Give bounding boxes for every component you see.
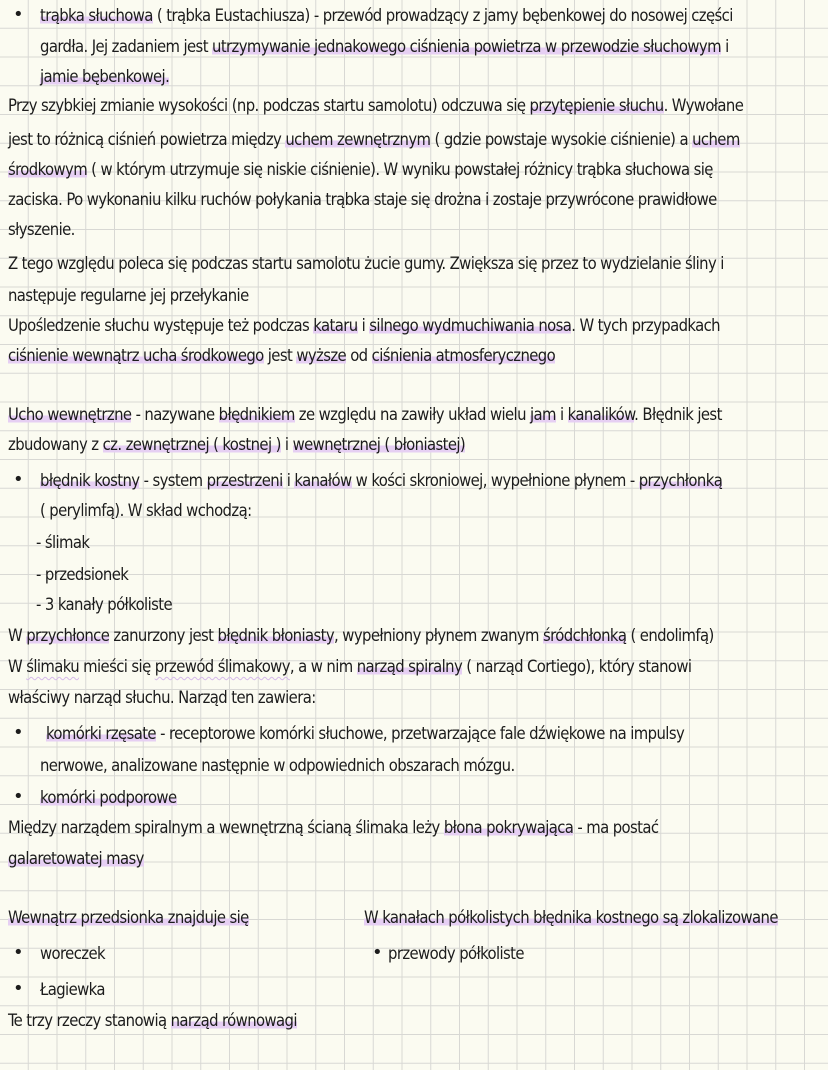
text-line: słyszenie. xyxy=(8,220,75,239)
text-line: zaciska. Po wykonaniu kilku ruchów połykania trąbka staje się drożna i zostaje przywrócone prawidłowe xyxy=(8,190,717,209)
list-item: Łagiewka xyxy=(40,980,105,999)
bullet-icon: • xyxy=(13,942,24,963)
left-column-heading: Wewnątrz przedsionka znajduje się xyxy=(8,908,249,927)
text-line: Między narządem spiralnym a wewnętrzną ścianą ślimaka leży błona pokrywająca - ma postać xyxy=(8,818,659,837)
text-line: Przy szybkiej zmianie wysokości (np. podczas startu samolotu) odczuwa się przytępienie słuchu. Wywołane xyxy=(8,96,744,115)
text-line: trąbka słuchowa ( trąbka Eustachiusza) - przewód prowadzący z jamy bębenkowej do nosowej części xyxy=(40,6,733,25)
text-line: następuje regularne jej przełykanie xyxy=(8,286,249,305)
bullet-icon: • xyxy=(372,942,383,963)
text-line: Upośledzenie słuchu występuje też podczas kataru i silnego wydmuchiwania nosa. W tych przypadkach xyxy=(8,316,720,335)
text-line: ( perylimfą). W skład wchodzą: xyxy=(40,501,252,520)
list-item: komórki rzęsate - receptorowe komórki słuchowe, przetwarzające fale dźwiękowe na impulsy xyxy=(46,724,685,743)
list-item: komórki podporowe xyxy=(40,788,177,807)
list-item: - 3 kanały półkoliste xyxy=(36,595,172,614)
text-line: nerwowe, analizowane następnie w odpowiednich obszarach mózgu. xyxy=(40,756,515,775)
text-line: ciśnienie wewnątrz ucha środkowego jest wyższe od ciśnienia atmosferycznego xyxy=(8,346,556,365)
bullet-icon: • xyxy=(13,786,24,807)
text-line: Z tego względu poleca się podczas startu samolotu żucie gumy. Zwiększa się przez to wydzielanie śliny i xyxy=(8,254,724,273)
right-column-heading: W kanałach półkolistych błędnika kostnego są zlokalizowane xyxy=(364,908,778,927)
list-item: - przedsionek xyxy=(36,565,129,584)
text-line: Te trzy rzeczy stanowią narząd równowagi xyxy=(8,1011,297,1030)
text-line: gardła. Jej zadaniem jest utrzymywanie jednakowego ciśnienia powietrza w przewodzie słuchowym i xyxy=(40,37,729,56)
text-line: zbudowany z cz. zewnętrznej ( kostnej ) i wewnętrznej ( błoniastej) xyxy=(8,435,466,454)
bullet-icon: • xyxy=(13,4,24,25)
text-line: właściwy narząd słuchu. Narząd ten zawiera: xyxy=(8,688,316,707)
text-line: środkowym ( w którym utrzymuje się niskie ciśnienie). W wyniku powstałej różnicy trąbka słuchowa się xyxy=(8,160,713,179)
list-item: - ślimak xyxy=(36,533,90,552)
text-line: galaretowatej masy xyxy=(8,849,144,868)
text-line: W ślimaku mieści się przewód ślimakowy, a w nim narząd spiralny ( narząd Cortiego), który stanowi xyxy=(8,657,692,676)
text-line: W przychłonce zanurzony jest błędnik błoniasty, wypełniony płynem zwanym śródchłonką ( endolimfą) xyxy=(8,626,714,645)
section-heading: Ucho wewnętrzne - nazywane błędnikiem ze względu na zawiły układ wielu jam i kanalików. Błędnik jest xyxy=(8,405,722,424)
text-line: błędnik kostny - system przestrzeni i kanałów w kości skroniowej, wypełnione płynem - przychłonką xyxy=(40,471,723,490)
text-line: jamie bębenkowej. xyxy=(40,67,170,86)
list-item: przewody półkoliste xyxy=(388,944,524,963)
bullet-icon: • xyxy=(13,722,24,743)
list-item: woreczek xyxy=(40,944,105,963)
bullet-icon: • xyxy=(13,978,24,999)
text-line: jest to różnicą ciśnień powietrza między uchem zewnętrznym ( gdzie powstaje wysokie ciśnienie) a uchem xyxy=(8,130,740,149)
bullet-icon: • xyxy=(13,469,24,490)
